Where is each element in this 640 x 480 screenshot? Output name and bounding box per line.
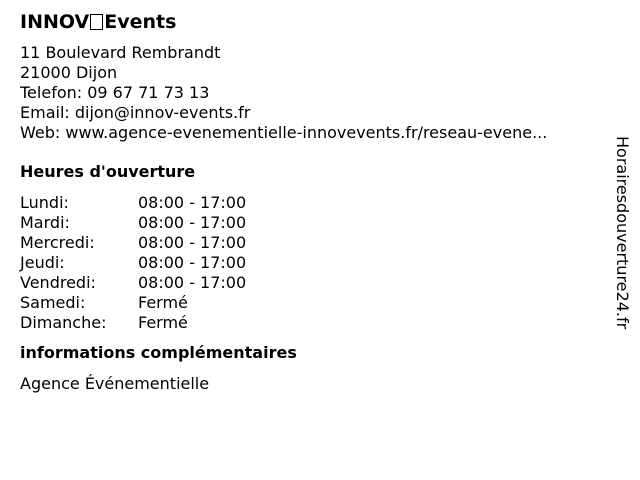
day-label: Mercredi: bbox=[20, 233, 95, 252]
day-label: Samedi: bbox=[20, 293, 86, 312]
day-label: Dimanche: bbox=[20, 313, 107, 332]
hours-row-monday bbox=[20, 193, 600, 213]
day-hours: 08:00 - 17:00 bbox=[138, 193, 247, 212]
day-hours: 08:00 - 17:00 bbox=[138, 273, 247, 292]
day-label: Lundi: bbox=[20, 193, 69, 212]
day-hours: 08:00 - 17:00 bbox=[138, 233, 247, 252]
hours-row-wednesday bbox=[20, 233, 600, 253]
opening-hours-list bbox=[20, 193, 600, 333]
day-hours: 08:00 - 17:00 bbox=[138, 253, 247, 272]
address-line-1: 11 Boulevard Rembrandt bbox=[20, 43, 221, 62]
additional-info-text: Agence Événementielle bbox=[20, 374, 210, 393]
business-name-part2: Events bbox=[104, 11, 177, 33]
website: Web: www.agence-evenementielle-innovevents.fr/reseau-evene... bbox=[20, 123, 548, 142]
business-card bbox=[20, 10, 600, 394]
business-name-part1: INNOV bbox=[20, 11, 90, 33]
day-hours: 08:00 - 17:00 bbox=[138, 213, 247, 232]
side-brand-watermark: Horairesdouverture24.fr bbox=[613, 136, 632, 330]
hours-row-friday bbox=[20, 273, 600, 293]
hours-row-tuesday bbox=[20, 213, 600, 233]
business-name bbox=[20, 10, 600, 34]
day-hours: Fermé bbox=[138, 293, 188, 312]
day-label: Mardi: bbox=[20, 213, 70, 232]
address-line-2: 21000 Dijon bbox=[20, 63, 118, 82]
phone: Telefon: 09 67 71 73 13 bbox=[20, 83, 210, 102]
email: Email: dijon@innov-events.fr bbox=[20, 103, 251, 122]
hours-row-saturday bbox=[20, 293, 600, 313]
additional-info-heading: informations complémentaires bbox=[20, 343, 297, 362]
hours-row-thursday bbox=[20, 253, 600, 273]
day-hours: Fermé bbox=[138, 313, 188, 332]
opening-hours-heading: Heures d'ouverture bbox=[20, 162, 196, 181]
missing-glyph-icon bbox=[90, 14, 103, 30]
hours-row-sunday bbox=[20, 313, 600, 333]
day-label: Jeudi: bbox=[20, 253, 65, 272]
day-label: Vendredi: bbox=[20, 273, 96, 292]
